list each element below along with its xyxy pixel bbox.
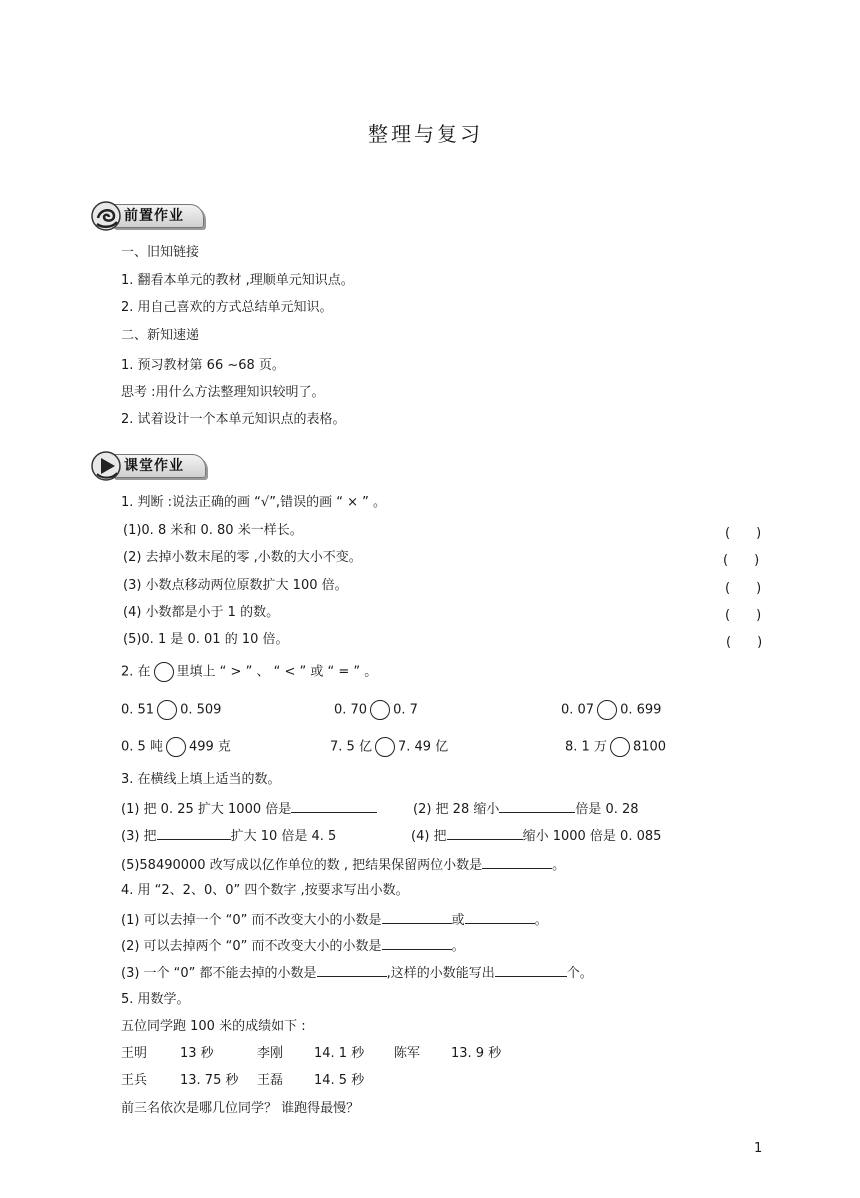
result-name: 陈军 <box>394 1046 421 1061</box>
item-text: 。 <box>451 939 465 954</box>
page-title: 整理与复习 <box>368 122 483 146</box>
compare-right: 0. 7 <box>393 702 418 718</box>
compare-right: 499 克 <box>188 739 231 755</box>
result-time: 13 秒 <box>180 1046 214 1061</box>
item-text: (3) 一个 “0” 都不能去掉的小数是 <box>121 966 317 981</box>
subheading: 二、新知速递 <box>121 328 200 343</box>
compare-left: 0. 70 <box>334 702 368 718</box>
compare-item <box>565 737 666 757</box>
text-line: 思考 :用什么方法整理知识较明了。 <box>121 385 325 400</box>
answer-blank[interactable] <box>499 799 575 813</box>
item-text: ,这样的小数能写出 <box>386 966 495 981</box>
compare-item <box>561 700 661 720</box>
text-line: 前三名依次是哪几位同学？ 谁跑得最慢？ <box>121 1101 360 1116</box>
fill-item <box>413 799 639 819</box>
question-stem <box>121 662 377 682</box>
compare-item <box>121 737 231 757</box>
answer-blank[interactable] <box>382 910 452 924</box>
question-stem: 5. 用数学。 <box>121 992 190 1007</box>
section-banner-pre <box>90 200 210 230</box>
result-name: 李刚 <box>257 1046 284 1061</box>
fill-item <box>121 855 565 875</box>
item-text: 。 <box>552 858 566 873</box>
compare-circle[interactable] <box>157 700 177 720</box>
item-text: (5)58490000 改写成以亿作单位的数 , 把结果保留两位小数是 <box>121 858 483 873</box>
item-text: (1) 把 0. 25 扩大 1000 倍是 <box>121 802 292 817</box>
item-text: (4) 把 <box>411 829 447 844</box>
item-text: 扩大 10 倍是 4. 5 <box>230 829 337 844</box>
compare-left: 0. 51 <box>121 702 155 718</box>
compare-right: 0. 509 <box>180 702 222 718</box>
stem-part: 里填上 “ > ” 、 “ < ” 或 “ = ” 。 <box>176 664 378 680</box>
answer-parentheses[interactable]: ( ) <box>726 635 763 650</box>
judge-item: (2) 去掉小数末尾的零 ,小数的大小不变。 <box>123 550 362 565</box>
answer-blank[interactable] <box>482 855 552 869</box>
fill-item <box>121 799 377 819</box>
compare-circle[interactable] <box>370 700 390 720</box>
subheading: 一、旧知链接 <box>121 245 200 260</box>
fill-item <box>121 963 593 983</box>
compare-item <box>121 700 221 720</box>
compare-item <box>334 700 418 720</box>
fill-item <box>121 910 548 930</box>
result-name: 王明 <box>121 1046 148 1061</box>
answer-blank[interactable] <box>157 826 231 840</box>
answer-blank[interactable] <box>465 910 535 924</box>
compare-right: 8100 <box>632 739 667 755</box>
compare-item <box>330 737 448 757</box>
compare-circle[interactable] <box>610 737 630 757</box>
answer-blank[interactable] <box>447 826 523 840</box>
compare-circle[interactable] <box>597 700 617 720</box>
compare-circle-icon <box>154 662 174 682</box>
fill-item <box>121 936 465 956</box>
item-text: 或 <box>451 913 465 928</box>
compare-right: 0. 699 <box>620 702 662 718</box>
fill-item <box>411 826 661 846</box>
answer-parentheses[interactable]: ( ) <box>725 608 762 623</box>
answer-parentheses[interactable]: ( ) <box>725 526 762 541</box>
item-text: (3) 把 <box>121 829 157 844</box>
item-text: (1) 可以去掉一个 “0” 而不改变大小的小数是 <box>121 913 382 928</box>
item-text: (2) 可以去掉两个 “0” 而不改变大小的小数是 <box>121 939 382 954</box>
item-text: 个。 <box>566 966 593 981</box>
result-time: 14. 1 秒 <box>314 1046 365 1061</box>
compare-left: 8. 1 万 <box>565 739 607 755</box>
text-line: 五位同学跑 100 米的成绩如下 : <box>121 1019 306 1034</box>
judge-item: (3) 小数点移动两位原数扩大 100 倍。 <box>123 578 348 593</box>
compare-left: 0. 5 吨 <box>121 739 163 755</box>
text-line: 2. 用自己喜欢的方式总结单元知识。 <box>121 300 333 315</box>
answer-blank[interactable] <box>317 963 387 977</box>
compare-right: 7. 49 亿 <box>397 739 449 755</box>
fill-item <box>121 826 336 846</box>
text-line: 2. 试着设计一个本单元知识点的表格。 <box>121 412 346 427</box>
compare-circle[interactable] <box>166 737 186 757</box>
item-text: (2) 把 28 缩小 <box>413 802 500 817</box>
section-banner-class <box>90 450 210 480</box>
section-label: 课堂作业 <box>124 458 184 474</box>
text-line: 1. 预习教材第 66 ~68 页。 <box>121 358 285 373</box>
page-number: 1 <box>754 1141 763 1156</box>
judge-item: (4) 小数都是小于 1 的数。 <box>123 605 280 620</box>
compare-left: 0. 07 <box>561 702 595 718</box>
question-stem: 3. 在横线上填上适当的数。 <box>121 772 281 787</box>
item-text: 。 <box>534 913 548 928</box>
result-name: 王兵 <box>121 1073 148 1088</box>
judge-item: (1)0. 8 米和 0. 80 米一样长。 <box>123 523 303 538</box>
item-text: 缩小 1000 倍是 0. 085 <box>522 829 662 844</box>
item-text: 倍是 0. 28 <box>575 802 639 817</box>
compare-left: 7. 5 亿 <box>330 739 372 755</box>
swirl-icon <box>90 200 124 234</box>
answer-blank[interactable] <box>291 799 377 813</box>
section-label: 前置作业 <box>124 208 184 224</box>
result-time: 13. 75 秒 <box>180 1073 239 1088</box>
answer-parentheses[interactable]: ( ) <box>725 581 762 596</box>
play-icon <box>90 450 124 484</box>
result-time: 13. 9 秒 <box>451 1046 502 1061</box>
question-stem: 1. 判断 :说法正确的画 “√”,错误的画 “ × ” 。 <box>121 495 386 510</box>
answer-blank[interactable] <box>382 936 452 950</box>
question-stem: 4. 用 “2、2、0、0” 四个数字 ,按要求写出小数。 <box>121 883 409 898</box>
compare-circle[interactable] <box>375 737 395 757</box>
text-line: 1. 翻看本单元的教材 ,理顺单元知识点。 <box>121 273 354 288</box>
judge-item: (5)0. 1 是 0. 01 的 10 倍。 <box>123 632 289 647</box>
stem-part: 2. 在 <box>121 664 151 680</box>
answer-parentheses[interactable]: ( ) <box>723 553 760 568</box>
result-time: 14. 5 秒 <box>314 1073 365 1088</box>
answer-blank[interactable] <box>495 963 567 977</box>
result-name: 王磊 <box>257 1073 284 1088</box>
